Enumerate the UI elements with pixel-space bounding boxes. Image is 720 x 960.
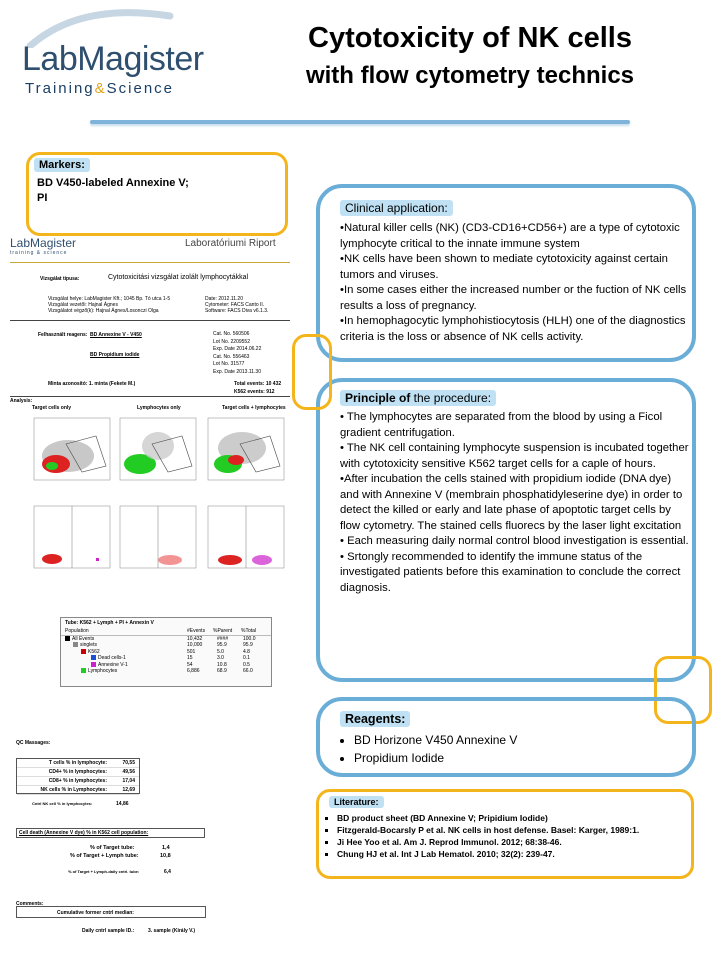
report-logo: LabMagister training & science [10,236,77,256]
population-events: 54 [187,661,193,668]
target-lymph-label: % of Target + Lymph tube: [70,853,139,859]
population-row [61,668,271,675]
title-divider [90,120,630,124]
report-reagent-2: BD Propidium iodide [90,352,140,358]
target-tube-value: 1,4 [162,845,170,851]
qc-row-value: 12,69 [122,787,135,793]
markers-text: BD V450-labeled Annexine V; PI [37,177,189,204]
qc-table [16,758,140,794]
reagents-list: • BD Horizone V450 Annexine V • Propidium Iodide [340,731,517,767]
population-color-icon [81,649,86,654]
cntrl-value: 14,86 [116,801,129,807]
population-total: 0.5 [243,661,250,668]
report-test-label: Vizsgálat típusa: [40,276,80,282]
report-analysis-label: Analysis: [10,398,33,404]
reagents-box [316,697,696,777]
qc-row-label: NK cells % in Lymphocytes: [40,787,107,793]
principle-label: Principle of the procedure: [340,390,496,406]
report-divider-3 [10,396,290,397]
population-name: Lymphocytes [88,668,118,674]
population-events: 10,432 [187,635,203,642]
population-parent: 3.0 [217,655,224,661]
logo-name: LabMagister [22,40,204,78]
report-info-left: Vizsgálat helye: LabMagister Kft.; 1045 Bp. Tó utca 1-5 Vizsgálat vezetői: Hajnal Ágnes Vizsgálatot végző(k): Hajnal Ágnes/Losonczi Olga [48,296,171,314]
reagents-used-label: Felhasznált reagens: [38,332,88,338]
population-name: K562 [88,648,100,655]
scatter-plot-both-annexin [200,504,286,578]
principle-box [316,378,696,682]
report-divider [10,262,290,263]
population-parent: 68.9 [217,668,227,674]
population-color-icon [91,655,96,660]
population-total: 4.8 [243,648,250,655]
literature-list: ▪ BD product sheet (BD Annexine V; Pripidium Iodide) ▪ Fitzgerald-Bocarsly P et al. NK cells in host defense. Basel: Karger, 1989:1. ▪ Ji Hee Yoo et al. Am J. Reprod Immunol. 2012; 68:38-46. ▪ Chung HJ et al. Int J Lab Hematol. 2010; 32(2): 239-47. [323,812,692,860]
target-tube-label: % of Target tube: [90,845,135,851]
population-table [60,617,272,687]
col-header-lymph: Lymphocytes only [137,405,181,411]
population-color-icon [91,662,96,667]
population-parent: 95.9 [217,642,227,648]
report-test-value: Cytotoxicitási vizsgálat izolált lymphocytákkal [108,274,249,281]
qc-row [17,786,139,795]
scatter-plot-lymph-annexin [112,504,198,578]
population-parent: #### [217,635,229,642]
literature-label: Literature: [329,796,384,808]
report-title: Laboratóriumi Riport [185,238,276,249]
col-header-both: Target cells + lymphocytes [222,405,286,411]
accent-box-left [292,334,332,410]
population-header: Population #Events %Parent %Total [61,628,271,636]
population-events: 10,000 [187,642,203,648]
population-total: 0.1 [243,655,250,661]
report-divider-2 [10,320,290,321]
population-parent: 10.8 [217,661,227,668]
principle-text: • The lymphocytes are separated from the blood by using a Ficol gradient centrifugation. • The NK cell containing lymphocyte suspension is incubated together with cytotoxicity sensitive K562 target cells for a caple of hours. •After incubation the cells stained with propidium iodide (DNA dye) and with Annexine V (membrain phosphatidyleserine dye) in order to detect the killed or early and late phase of apoptotic target cells by flow cytometry. The stained cells fluorecs by the laser light excitation • Each measuring daily normal control blood investigation is essential. • Srtongly recommended to identify the immune status of the investigated patients before this examination to conclude the correct diagnosis. [340,411,689,594]
reagents-label: Reagents: [340,711,410,727]
report-total-events: Total events: 10 432 [234,381,282,387]
population-name: All Events [72,635,95,642]
report-k562-events: K562 events: 912 [234,389,275,395]
population-color-icon [81,668,86,673]
qc-row [17,759,139,768]
cumulative-median: Cumulative former cntrl median: [16,906,206,918]
scatter-plot-lymph-fsc [112,416,198,488]
comments-label: Comments: [16,901,44,907]
target-lymph-value: 10,8 [160,853,171,859]
qc-row-label: CD4+ % in lymphocytes: [48,769,107,775]
population-events: 501 [187,648,196,655]
clinical-application-box [316,184,696,362]
logo-tagline: Training&Science [25,80,175,97]
page-title: Cytotoxicity of NK cells [308,22,632,54]
daily-cntrl-value: 3. sample (Király V.) [148,928,196,934]
page-subtitle: with flow cytometry technics [305,62,635,89]
population-color-icon [65,636,70,641]
cell-death-label: Cell death (Annexine V dye) % in K562 cell population: [16,828,205,838]
clinical-label: Clinical application: [340,200,453,216]
population-events: 15 [187,655,193,661]
markers-box [26,152,288,236]
scatter-plot-target-fsc [26,416,112,488]
target-cntrl-label: % of Target + Lymph-daily cntrl. tube: [68,869,140,874]
population-name: singlets [80,642,97,648]
literature-box [316,789,694,879]
col-header-target: Target cells only [32,405,72,411]
population-total: 100.0 [243,635,256,642]
qc-row-value: 17,04 [122,778,135,784]
report-reagent-info: Cat. No. 560506 Lot No. 2209552 Exp. Date 2014.06.22 Cat. No. 556463 Lot No. 31577 Exp. Date 2013.11.30 [213,331,262,375]
daily-cntrl-label: Daily cntrl sample ID.: [82,928,135,934]
qc-row-value: 70,55 [122,760,135,766]
population-color-icon [73,642,78,647]
qc-row-value: 49,56 [122,769,135,775]
population-name: Annexine V-1 [98,661,128,668]
target-cntrl-value: 6,4 [164,869,171,875]
population-parent: 5.0 [217,648,224,655]
cntrl-label: Cntrl NK cell % in lymphocytes: [32,801,93,806]
report-reagent-1: BD Annexine V - V450 [90,332,142,338]
population-title: Tube: K562 + Lymph + PI + Annexin V [65,620,154,626]
qc-label: QC Massages: [16,740,51,746]
report-info-right: Date: 2012.11.20 Cytometer: FACS Canto II. Software: FACS Diva v6.1.3. [205,296,269,314]
qc-row [17,777,139,786]
markers-label: Markers: [34,158,90,172]
scatter-plot-target-annexin [26,504,112,578]
qc-row-label: CD8+ % in lymphocytes: [48,778,107,784]
population-total: 66.0 [243,668,253,674]
qc-row [17,768,139,777]
population-events: 6,886 [187,668,200,674]
clinical-text: •Natural killer cells (NK) (CD3-CD16+CD56+) are a type of cytotoxic lymphocyte critical to the innate immune system •NK cells have been shown to mediate cytotoxicity against certain tumors and viruses. •In some cases either the increased number or the fuction of NK cells results a loss of pregnancy. •In hemophagocytic lymphohistiocytosis (HLH) one of the diagnostics criteria is the loss or absence of NK cells activity. [340,222,687,343]
population-total: 95.9 [243,642,253,648]
population-name: Dead cells-1 [98,655,126,661]
report-sample-id: Minta azonosító: 1. minta (Fekete M.) [48,381,136,387]
scatter-plot-both-fsc [200,416,286,488]
qc-row-label: T cells % in lymphocyte: [48,760,107,766]
